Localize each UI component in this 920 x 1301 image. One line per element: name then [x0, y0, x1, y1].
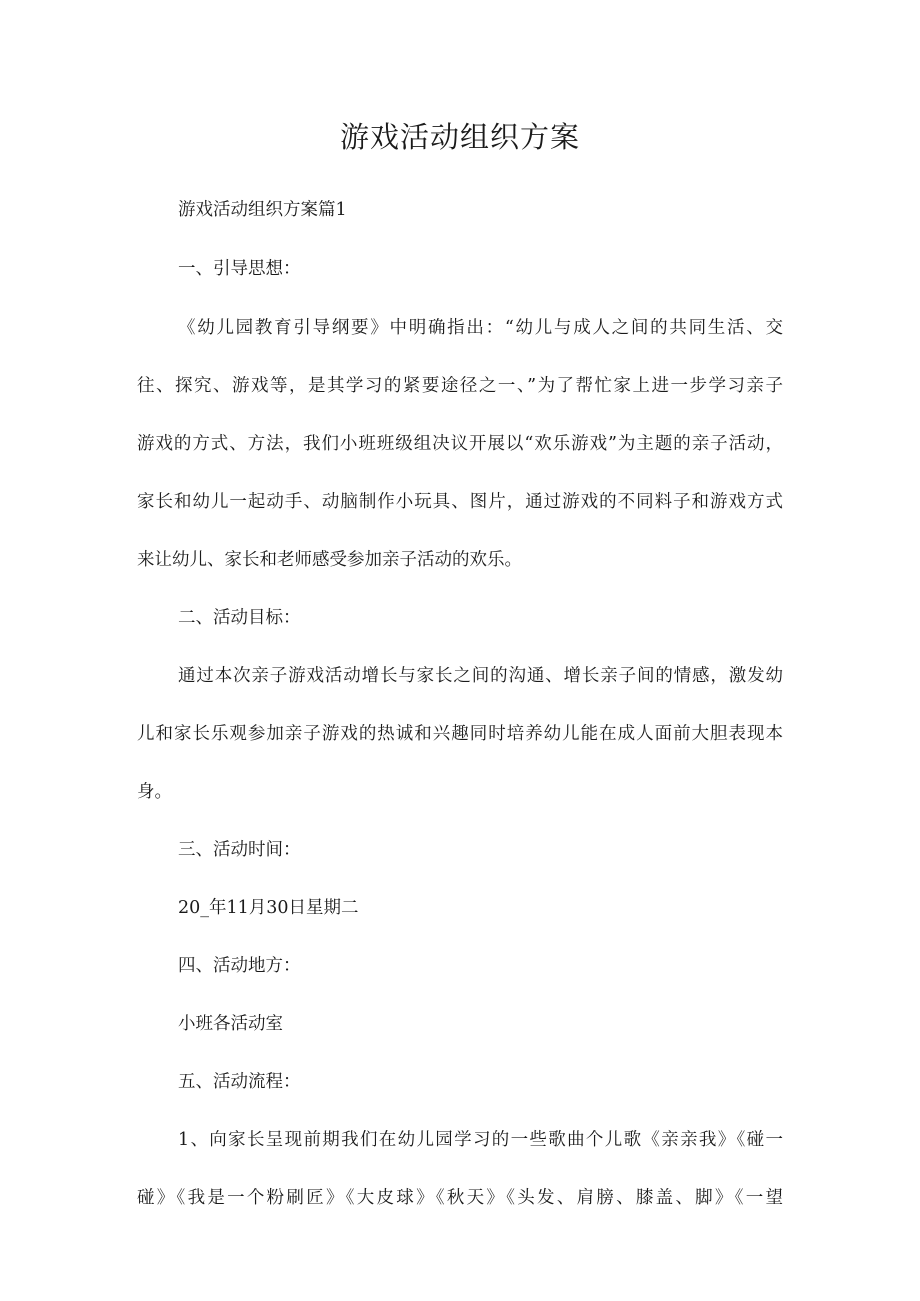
activity-location: 小班各活动室: [178, 1014, 283, 1034]
paragraph-line: 儿和家长乐观参加亲子游戏的热诚和兴趣同时培养幼儿能在成人面前大胆表现本: [137, 724, 783, 744]
paragraph-line: 家长和幼儿一起动手、动脑制作小玩具、图片，通过游戏的不同料子和游戏方式: [137, 492, 783, 512]
document-title: 游戏活动组织方案: [339, 120, 580, 154]
paragraph-line: 通过本次亲子游戏活动增长与家长之间的沟通、增长亲子间的情感，激发幼: [178, 666, 783, 686]
section-heading-process: 五、活动流程：: [178, 1072, 301, 1092]
paragraph-line: 游戏的方式、方法，我们小班班级组决议开展以“欢乐游戏”为主题的亲子活动，: [137, 434, 783, 454]
section-heading-guiding-thought: 一、引导思想：: [178, 259, 301, 279]
paragraph-line: 《幼儿园教育引导纲要》中明确指出：“幼儿与成人之间的共同生活、交: [178, 318, 783, 338]
paragraph-line: 来让幼儿、家长和老师感受参加亲子活动的欢乐。: [137, 550, 522, 570]
paragraph-line: 1、向家长呈现前期我们在幼儿园学习的一些歌曲个儿歌《亲亲我》《碰一: [178, 1130, 783, 1150]
section-heading-time: 三、活动时间：: [178, 840, 301, 860]
section-heading-goals: 二、活动目标：: [178, 608, 301, 628]
activity-date: 20_年11月30日星期二: [178, 898, 359, 918]
paragraph-line: 往、探究、游戏等，是其学习的紧要途径之一、”为了帮忙家上进一步学习亲子: [137, 376, 783, 396]
paragraph-line: 碰》《我是一个粉刷匠》《大皮球》《秋天》《头发、肩膀、膝盖、脚》《一望: [137, 1188, 783, 1208]
document-subtitle: 游戏活动组织方案篇1: [178, 200, 347, 220]
section-heading-location: 四、活动地方：: [178, 956, 301, 976]
paragraph-line: 身。: [137, 782, 172, 802]
